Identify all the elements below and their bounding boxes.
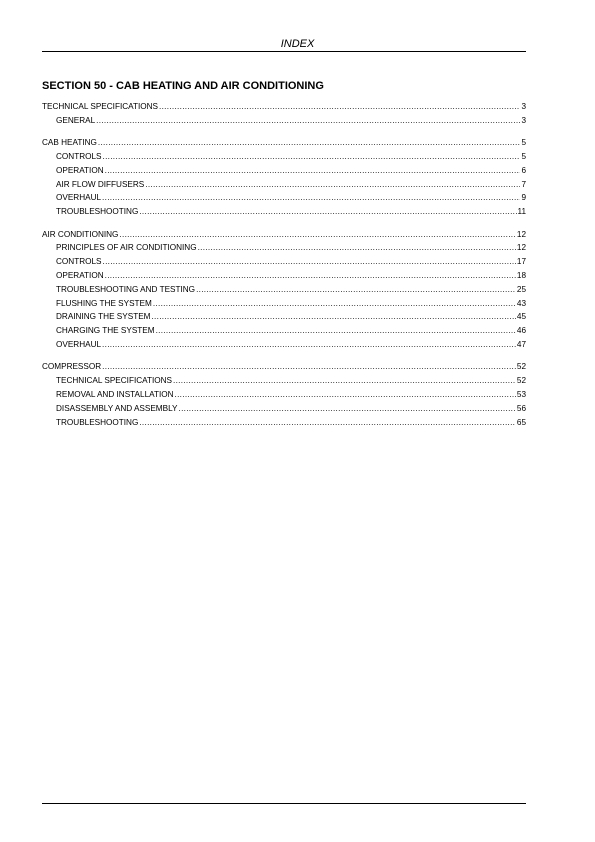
dot-leader bbox=[102, 191, 520, 205]
toc-entry-label: OPERATION bbox=[56, 165, 104, 175]
toc-subentry bbox=[42, 150, 526, 164]
toc-subentry bbox=[42, 178, 526, 192]
toc-entry-label: AIR CONDITIONING bbox=[42, 229, 119, 239]
dot-leader bbox=[173, 374, 516, 388]
toc-subentry bbox=[42, 297, 526, 311]
toc-entry-label: GENERAL bbox=[56, 115, 96, 125]
dot-leader bbox=[153, 297, 516, 311]
toc-page-number: 5 bbox=[521, 151, 526, 161]
toc-group bbox=[42, 360, 526, 429]
dot-leader bbox=[156, 324, 516, 338]
toc-subentry bbox=[42, 269, 526, 283]
toc-entry-label: REMOVAL AND INSTALLATION bbox=[56, 389, 174, 399]
toc-entry bbox=[42, 228, 526, 242]
toc-entry-label: FLUSHING THE SYSTEM bbox=[56, 298, 152, 308]
toc-page-number: 65 bbox=[516, 417, 526, 427]
dot-leader bbox=[139, 205, 516, 219]
toc-page-number: 52 bbox=[516, 376, 526, 386]
toc-subentry bbox=[42, 402, 526, 416]
dot-leader bbox=[103, 255, 516, 269]
toc-subentry bbox=[42, 374, 526, 388]
toc-page-number: 7 bbox=[521, 179, 526, 189]
toc-page-number: 46 bbox=[516, 326, 526, 336]
toc-subentry bbox=[42, 324, 526, 338]
toc-page-number: 45 bbox=[516, 312, 526, 322]
toc-page-number: 3 bbox=[521, 115, 526, 125]
footer-rule bbox=[42, 803, 526, 804]
toc-entry bbox=[42, 100, 526, 114]
toc-page-number: 12 bbox=[516, 243, 526, 253]
toc-subentry bbox=[42, 191, 526, 205]
toc-group bbox=[42, 100, 526, 128]
toc-subentry bbox=[42, 416, 526, 430]
toc-entry-label: TROUBLESHOOTING bbox=[56, 207, 139, 217]
dot-leader bbox=[198, 241, 516, 255]
toc-page-number: 3 bbox=[521, 102, 526, 111]
toc-page-number: 56 bbox=[516, 403, 526, 413]
table-of-contents bbox=[42, 100, 526, 438]
toc-entry-label: TROUBLESHOOTING AND TESTING bbox=[56, 284, 196, 294]
toc-entry-label: CHARGING THE SYSTEM bbox=[56, 326, 155, 336]
toc-page-number: 6 bbox=[521, 165, 526, 175]
toc-entry-label: OVERHAUL bbox=[56, 193, 102, 203]
dot-leader bbox=[179, 402, 516, 416]
dot-leader bbox=[159, 100, 520, 114]
toc-subentry bbox=[42, 388, 526, 402]
dot-leader bbox=[102, 338, 516, 352]
toc-page-number: 5 bbox=[521, 138, 526, 148]
toc-page-number: 17 bbox=[516, 257, 526, 267]
toc-entry-label: TECHNICAL SPECIFICATIONS bbox=[42, 102, 159, 111]
toc-group bbox=[42, 136, 526, 219]
toc-subentry bbox=[42, 310, 526, 324]
toc-subentry bbox=[42, 241, 526, 255]
toc-entry-label: CAB HEATING bbox=[42, 138, 97, 148]
toc-entry-label: CONTROLS bbox=[56, 151, 102, 161]
dot-leader bbox=[96, 114, 520, 128]
toc-entry-label: TECHNICAL SPECIFICATIONS bbox=[56, 376, 173, 386]
section-title: SECTION 50 - CAB HEATING AND AIR CONDITIONING bbox=[42, 80, 324, 92]
dot-leader bbox=[98, 136, 521, 150]
toc-page-number: 47 bbox=[516, 339, 526, 349]
toc-entry-label: COMPRESSOR bbox=[42, 362, 102, 372]
dot-leader bbox=[139, 416, 516, 430]
dot-leader bbox=[105, 269, 516, 283]
toc-subentry bbox=[42, 338, 526, 352]
dot-leader bbox=[103, 150, 521, 164]
dot-leader bbox=[175, 388, 516, 402]
toc-subentry bbox=[42, 164, 526, 178]
toc-entry-label: TROUBLESHOOTING bbox=[56, 417, 139, 427]
toc-entry-label: AIR FLOW DIFFUSERS bbox=[56, 179, 145, 189]
toc-subentry bbox=[42, 114, 526, 128]
toc-page-number: 12 bbox=[516, 229, 526, 239]
dot-leader bbox=[196, 283, 516, 297]
toc-page-number: 11 bbox=[517, 207, 526, 217]
toc-group bbox=[42, 228, 526, 352]
toc-entry-label: OVERHAUL bbox=[56, 339, 102, 349]
dot-leader bbox=[105, 164, 521, 178]
dot-leader bbox=[151, 310, 515, 324]
toc-subentry bbox=[42, 283, 526, 297]
toc-page-number: 25 bbox=[516, 284, 526, 294]
dot-leader bbox=[119, 228, 515, 242]
toc-entry-label: CONTROLS bbox=[56, 257, 102, 267]
toc-subentry bbox=[42, 205, 526, 219]
toc-page-number: 52 bbox=[516, 362, 526, 372]
toc-entry bbox=[42, 136, 526, 150]
toc-page-number: 43 bbox=[516, 298, 526, 308]
page-header-title: INDEX bbox=[280, 38, 315, 50]
toc-entry-label: DISASSEMBLY AND ASSEMBLY bbox=[56, 403, 178, 413]
toc-entry-label: PRINCIPLES OF AIR CONDITIONING bbox=[56, 243, 197, 253]
toc-page-number: 18 bbox=[516, 270, 526, 280]
toc-entry bbox=[42, 360, 526, 374]
toc-entry-label: OPERATION bbox=[56, 270, 104, 280]
dot-leader bbox=[145, 178, 520, 192]
header-rule bbox=[42, 51, 526, 52]
toc-page-number: 9 bbox=[521, 193, 526, 203]
toc-subentry bbox=[42, 255, 526, 269]
toc-page-number: 53 bbox=[516, 389, 526, 399]
toc-entry-label: DRAINING THE SYSTEM bbox=[56, 312, 151, 322]
dot-leader bbox=[102, 360, 516, 374]
